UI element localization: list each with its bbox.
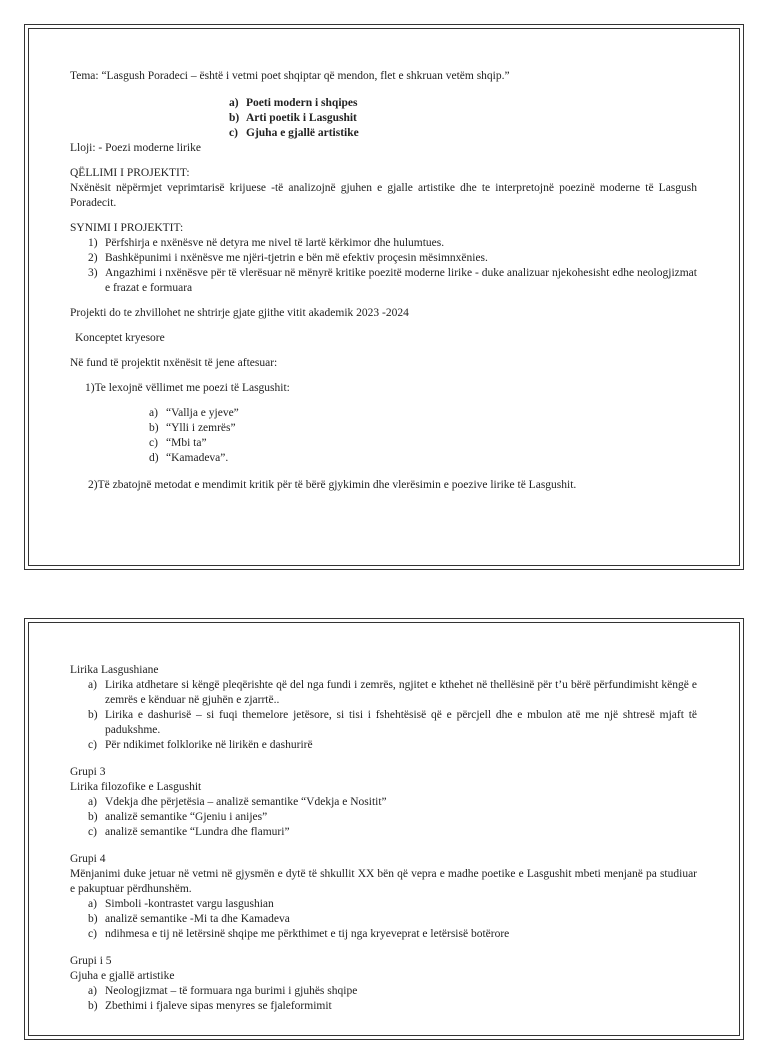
grupi3-list: [70, 795, 697, 840]
qellimi-text: Nxënësit nëpërmjet veprimtarisë krijuese -të analizojnë gjuhen e gjalle artistike dhe te interpretojnë poezinë moderne të Lasgush Poradecit.: [70, 182, 697, 209]
list-item: 2) Bashkëpunimi i nxënësve me njëri-tjetrin e bën më efektiv proçesin mësimnxënies.: [88, 252, 488, 264]
list-item: c) ndihmesa e tij në letërsinë shqipe me përkthimet e tij nga kryeveprat e letërsisë botërore: [88, 928, 510, 940]
grupi5-heading: Grupi i 5: [70, 955, 112, 967]
list-item: b) Zbethimi i fjaleve sipas menyres se fjaleformimit: [88, 1000, 332, 1012]
grupi5-list: [70, 984, 697, 1014]
list-item: b) analizë semantike -Mi ta dhe Kamadeva: [88, 913, 290, 925]
list-item: b) “Ylli i zemrës”: [149, 422, 236, 434]
list-item: a) Vdekja dhe përjetësia – analizë semantike “Vdekja e Nositit”: [88, 796, 387, 808]
lirika-heading: Lirika Lasgushiane: [70, 664, 159, 676]
grupi3-heading: Grupi 3: [70, 766, 106, 778]
list-item: a) Neologjizmat – të formuara nga burimi i gjuhës shqipe: [88, 985, 358, 997]
konceptet-line: Konceptet kryesore: [75, 332, 165, 344]
grupi4-heading: Grupi 4: [70, 853, 106, 865]
ne-fund-line: Në fund të projektit nxënësit të jene aftesuar:: [70, 357, 278, 369]
projekti-line: Projekti do te zhvillohet ne shtrirje gjate gjithe vitit akademik 2023 -2024: [70, 307, 409, 319]
synimi-list: [70, 236, 697, 296]
page-2-content: [70, 663, 697, 1014]
synimi-heading: SYNIMI I PROJEKTIT:: [70, 222, 184, 234]
tema-line: Tema: “Lasgush Poradeci – është i vetmi poet shqiptar që mendon, flet e shkruan vetëm shqip.”: [70, 70, 510, 82]
list-item: d) “Kamadeva”.: [149, 452, 229, 464]
aspect-item: b) Arti poetik i Lasgushit: [229, 112, 357, 124]
page-1-content: [70, 69, 697, 493]
qellimi-heading: QËLLIMI I PROJEKTIT:: [70, 167, 190, 179]
list-item: c) Për ndikimet folklorike në lirikën e dashurirë: [88, 739, 313, 751]
list-item: 3) Angazhimi i nxënësve për të vlerësuar në mënyrë kritike poezitë moderne lirike - duke analizuar njekohesisht edhe neologjizmat e frazat e formuara: [88, 267, 697, 294]
lirika-list: [70, 678, 697, 753]
document-page-2: [24, 618, 744, 1040]
list-item: 1) Përfshirja e nxënësve në detyra me nivel të lartë kërkimor dhe hulumtues.: [88, 237, 445, 249]
grupi5-subheading: Gjuha e gjallë artistike: [70, 970, 175, 982]
poems-list: [149, 406, 697, 466]
list-item: b) analizë semantike “Gjeniu i anijes”: [88, 811, 268, 823]
list-item: c) “Mbi ta”: [149, 437, 207, 449]
grupi4-text: Mënjanimi duke jetuar në vetmi në gjysmën e dytë të shkullit XX bën që vepra e madhe poetike e Lasgushit mbeti menjanë pa studiuar e pakuptuar përdhunshëm.: [70, 868, 697, 895]
document-page-1: [24, 24, 744, 570]
lloji-line: Lloji: - Poezi moderne lirike: [70, 142, 201, 154]
goal-1: 1)Te lexojnë vëllimet me poezi të Lasgushit:: [85, 382, 290, 394]
grupi4-list: [70, 897, 697, 942]
list-item: a) “Vallja e yjeve”: [149, 407, 239, 419]
aspect-item: a) Poeti modern i shqipes: [229, 97, 358, 109]
list-item: a) Simboli -kontrastet vargu lasgushian: [88, 898, 274, 910]
goal-2: 2)Të zbatojnë metodat e mendimit kritik për të bërë gjykimin dhe vlerësimin e poezive lirike të Lasgushit.: [88, 479, 577, 491]
grupi3-subheading: Lirika filozofike e Lasgushit: [70, 781, 202, 793]
list-item: b) Lirika e dashurisë – si fuqi themelore jetësore, si tisi i fshehtësisë që e përcjell dhe e mbulon atë me një shtresë mjaft të padukshme.: [88, 709, 697, 736]
list-item: c) analizë semantike “Lundra dhe flamuri”: [88, 826, 290, 838]
aspects-list: [229, 96, 697, 141]
list-item: a) Lirika atdhetare si këngë pleqërishte që del nga fundi i zemrës, ngjitet e kthehet në thellësinë për t’u bërë përfundimisht këngë e zemrës e kënduar në gjuhën e zjarrtë..: [88, 679, 697, 706]
aspect-item: c) Gjuha e gjallë artistike: [229, 127, 359, 139]
